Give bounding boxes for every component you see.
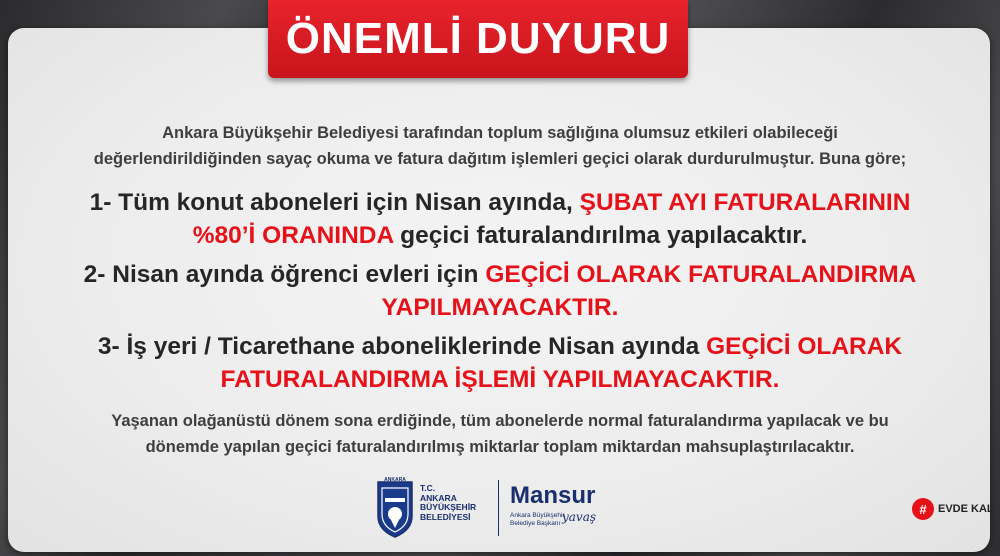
mansur-wordmark: Mansur	[510, 482, 596, 509]
mayor-subtitle-line: Ankara Büyükşehir	[510, 512, 565, 519]
outro-line: Yaşanan olağanüstü dönem sona erdiğinde, tüm abonelerde normal faturalandırma yapılacak ve bu	[111, 412, 889, 430]
mayor-subtitle	[510, 512, 565, 527]
logos	[376, 476, 626, 542]
yavas-signature: yavaş	[562, 510, 597, 524]
intro-line: değerlendirildiğinden sayaç okuma ve fatura dağıtım işlemleri geçici olarak durdurulmuştur. Buna göre;	[93, 150, 907, 168]
abb-wordmark	[420, 484, 476, 522]
list-item-1	[40, 186, 960, 252]
outro-line: dönemde yapılan geçici faturalandırılmış miktarlar toplam miktardan mahsuplaştırılacaktır.	[145, 438, 855, 456]
item-highlight: %80’İ ORANINDA	[192, 222, 394, 249]
intro-line: Ankara Büyükşehir Belediyesi tarafından toplum sağlığına olumsuz etkileri olabileceği	[162, 124, 838, 142]
list-item-2	[40, 258, 960, 324]
item-text: 2- Nisan ayında öğrenci evleri için	[83, 261, 486, 288]
item-highlight: GEÇİCİ OLARAK FATURALANDIRMA	[485, 261, 917, 288]
abb-line: T.C.	[420, 483, 436, 493]
title-banner	[268, 0, 688, 78]
outro-text	[30, 408, 970, 460]
mayor-subtitle-line: Belediye Başkanı	[510, 519, 561, 527]
tag-label: EVDE KAL	[938, 503, 994, 515]
page-title: ÖNEMLİ DUYURU	[285, 14, 671, 63]
item-highlight: ŞUBAT AYI FATURALARININ	[579, 189, 911, 216]
item-highlight: FATURALANDIRMA İŞLEMİ YAPILMAYACAKTIR.	[220, 366, 780, 393]
abb-line: BÜYÜKŞEHİR	[420, 502, 477, 512]
logo-divider	[498, 480, 499, 536]
abb-line: BELEDİYESİ	[420, 511, 471, 522]
item-text: geçici faturalandırılma yapılacaktır.	[393, 222, 808, 249]
item-text: 1- Tüm konut aboneleri için Nisan ayında,	[89, 189, 580, 216]
item-text: 3- İş yeri / Ticarethane aboneliklerinde Nisan ayında	[97, 333, 707, 360]
crest-text: ANKARA	[384, 477, 406, 483]
item-highlight: YAPILMAYACAKTIR.	[381, 294, 619, 321]
intro-text	[30, 120, 970, 172]
hashtag-icon: #	[912, 498, 934, 520]
abb-line: ANKARA	[420, 492, 457, 503]
ankara-crest-icon	[376, 476, 414, 538]
list-item-3	[40, 330, 960, 396]
evde-kal-tag	[912, 498, 994, 520]
item-highlight: GEÇİCİ OLARAK	[706, 333, 903, 360]
